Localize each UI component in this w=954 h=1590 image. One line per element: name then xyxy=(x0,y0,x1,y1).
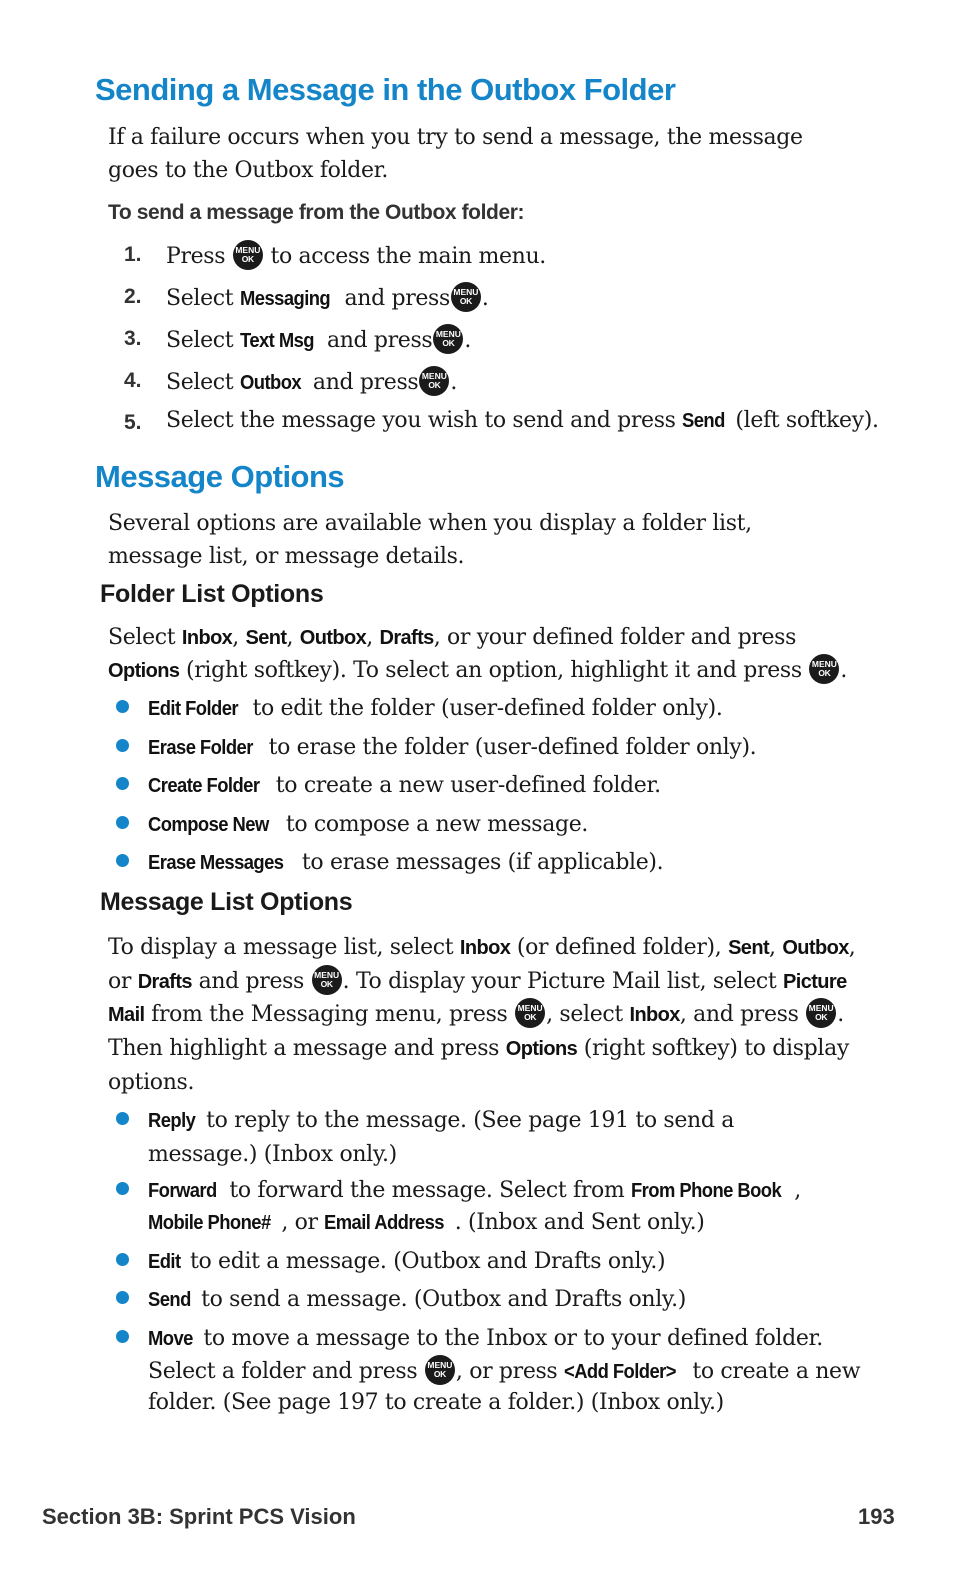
folder-list-para-line2: Options (right softkey). To select an option, highlight it and press MENU OK . xyxy=(108,654,847,688)
step-4: Select Outbox and pressMENU OK . xyxy=(166,366,457,396)
keyword: Options xyxy=(108,660,180,682)
menu-ok-icon xyxy=(515,998,545,1028)
section-title-message-options: Message Options xyxy=(95,459,345,494)
list-item: Create Folder to create a new user-defined folder. xyxy=(148,773,661,798)
list-item: Erase Folder to erase the folder (user-defined folder only). xyxy=(148,735,757,760)
bullet-icon xyxy=(116,1253,129,1266)
list-item-move-line3: folder. (See page 197 to create a folder.) (Inbox only.) xyxy=(148,1390,724,1415)
keyword: Inbox xyxy=(181,627,233,649)
step-number: 3. xyxy=(124,327,142,350)
bullet-icon xyxy=(116,739,129,752)
message-list-title: Message List Options xyxy=(100,888,353,916)
bullet-icon xyxy=(116,777,129,790)
list-item-edit: Edit to edit a message. (Outbox and Drafts only.) xyxy=(148,1249,666,1274)
menu-ok-icon xyxy=(809,654,839,684)
bullet-icon xyxy=(116,1330,129,1343)
list-item-move-line2: Select a folder and press MENU OK , or press <Add Folder> to create a new xyxy=(148,1355,860,1389)
keyword: Messaging xyxy=(239,288,331,310)
bullet-icon xyxy=(116,816,129,829)
menu-ok-icon xyxy=(233,240,263,270)
menu-ok-icon xyxy=(806,998,836,1028)
step-3: Select Text Msg and pressMENU OK . xyxy=(166,324,471,354)
step-number: 2. xyxy=(124,285,142,308)
list-item-move-line1: Move to move a message to the Inbox or to your defined folder. xyxy=(148,1326,823,1351)
bullet-icon xyxy=(116,700,129,713)
list-item: Erase Messages to erase messages (if applicable). xyxy=(148,850,664,875)
menu-ok-icon xyxy=(419,366,449,396)
list-item-send: Send to send a message. (Outbox and Drafts only.) xyxy=(148,1287,686,1312)
keyword: Send xyxy=(682,410,726,432)
para-line: Mail from the Messaging menu, press MENU OK , select Inbox, and press MENU OK . xyxy=(108,998,844,1032)
menu-ok-icon xyxy=(312,965,342,995)
footer-section: Section 3B: Sprint PCS Vision xyxy=(42,1504,356,1529)
list-item: Compose New to compose a new message. xyxy=(148,812,589,837)
options-intro: Several options are available when you display a folder list, message list, or message details. xyxy=(108,511,752,569)
bullet-icon xyxy=(116,1182,129,1195)
menu-ok-icon xyxy=(451,282,481,312)
page-number: 193 xyxy=(858,1504,895,1529)
list-item-forward-line2: Mobile Phone# , or Email Address . (Inbox and Sent only.) xyxy=(148,1210,705,1235)
bullet-icon xyxy=(116,1112,129,1125)
folder-list-para-line1: Select Inbox, Sent, Outbox, Drafts, or your defined folder and press xyxy=(108,621,796,655)
keyword: Sent xyxy=(245,627,287,649)
list-item-forward-line1: Forward to forward the message. Select from From Phone Book , xyxy=(148,1178,801,1203)
keyword: Drafts xyxy=(379,627,434,649)
outbox-intro: If a failure occurs when you try to send a message, the message goes to the Outbox folder. xyxy=(108,125,803,183)
step-number: 5. xyxy=(124,411,142,434)
keyword: Outbox xyxy=(239,372,301,394)
para-line: To display a message list, select Inbox (or defined folder), Sent, Outbox, xyxy=(108,935,856,960)
step-2: Select Messaging and pressMENU OK . xyxy=(166,282,489,312)
section-title-outbox: Sending a Message in the Outbox Folder xyxy=(95,72,676,107)
para-line: options. xyxy=(108,1070,195,1095)
keyword: Text Msg xyxy=(239,330,314,352)
menu-ok-icon xyxy=(425,1355,455,1385)
keyword: Outbox xyxy=(299,627,367,649)
para-line: Then highlight a message and press Options (right softkey) to display xyxy=(108,1036,849,1061)
folder-list-title: Folder List Options xyxy=(100,580,324,608)
bullet-icon xyxy=(116,1291,129,1304)
outbox-subhead: To send a message from the Outbox folder: xyxy=(108,201,525,224)
para-line: or Drafts and press MENU OK . To display your Picture Mail list, select Picture xyxy=(108,965,847,999)
list-item-reply: Reply to reply to the message. (See page 191 to send a message.) (Inbox only.) xyxy=(148,1108,734,1167)
bullet-icon xyxy=(116,854,129,867)
list-item: Edit Folder to edit the folder (user-defined folder only). xyxy=(148,696,723,721)
step-5: Select the message you wish to send and press Send (left softkey). xyxy=(166,408,879,433)
step-number: 1. xyxy=(124,243,142,266)
step-number: 4. xyxy=(124,369,142,392)
menu-ok-icon xyxy=(433,324,463,354)
step-1: Press MENU OK to access the main menu. xyxy=(166,240,546,270)
